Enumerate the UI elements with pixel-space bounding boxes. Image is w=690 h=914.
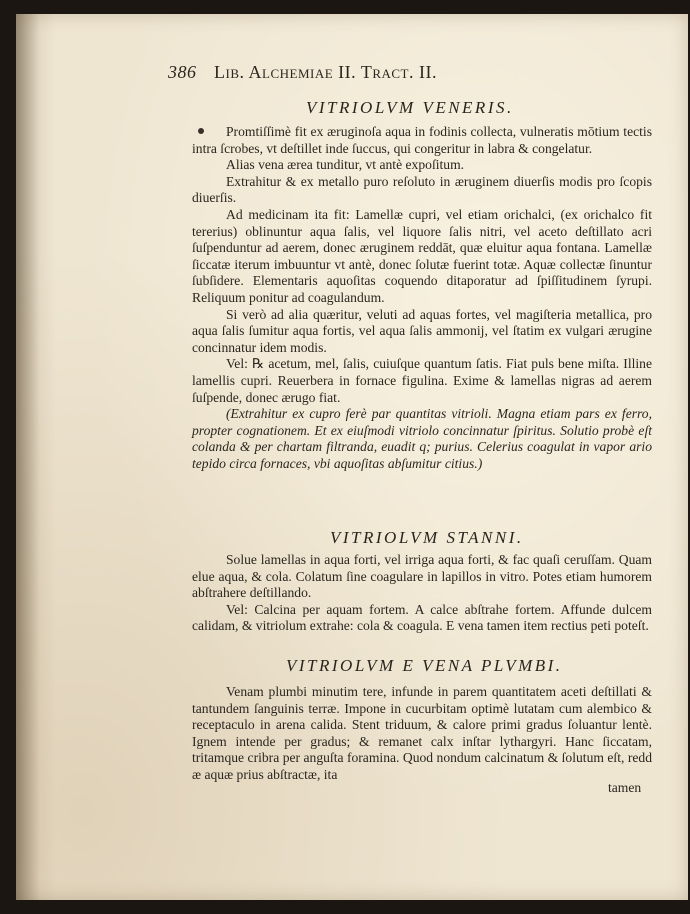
paragraph-italic-note: (Extrahitur ex cupro ferè par quantitas vitrioli. Magna etiam pars ex ferro, propter cognationem. Et ex eiuſmodi vitriolo concinnatur ſpiritus. Solutio probè eſt colanda & per chartam filtranda, euadit q; purius. Celerius coagulat in vapor ario tepido circa fornaces, vbi aquoſitas abſumitur citius.) xyxy=(192,406,652,471)
section-body-vitriolum-veneris xyxy=(192,124,652,472)
paragraph: Vel: Calcina per aquam fortem. A calce abſtrahe fortem. Affunde dulcem calidam, & vitriolum extrahe: cola & coagula. E vena tamen item rectius peti poteſt. xyxy=(192,601,652,634)
page-number: 386 xyxy=(168,62,197,82)
paragraph: Venam plumbi minutim tere, infunde in parem quantitatem aceti deſtillati & tantundem ſanguinis terræ. Impone in cucurbitam optimè lutatam cum alembico & receptaculo in arena calida. Stent triduum, & calore primi gradus ſoluantur lentè. Ignem intende per gradus; & remanet calx inſtar lythargyri. Hanc ſiccatam, tritamque cribra per anguſta foramina. Quod nondum calcinatum & ſolutum eſt, redd æ aquæ prius abſtractæ, ita xyxy=(192,684,652,782)
page-header xyxy=(168,62,568,88)
catchword: tamen xyxy=(608,780,642,795)
paragraph: Promtiſſimè fit ex æruginoſa aqua in fodinis collecta, vulneratis mōtium tectis intra ſcrobes, vt deſtillet inde ſuccus, qui congeritur in labra & congelatur. xyxy=(192,124,652,156)
running-head: Lib. Alchemiae II. Tract. II. xyxy=(214,62,437,82)
section-body-vitriolum-stanni xyxy=(192,552,652,635)
section-body-vitriolum-plumbi xyxy=(192,684,652,784)
paragraph: Ad medicinam ita fit: Lamellæ cupri, vel etiam orichalci, (ex orichalco fit tererius) oblinuntur aqua ſalis, vel liquore ſalis nitri, vel aceto deſtillato acri ſuſpenduntur ad aerem, donec æruginem reddāt, quæ eluitur aqua fontana. Lamellæ ſiccatæ iterum imbuuntur vt antè, donec ſolutæ fuerint totæ. Aquæ collectæ ſinuntur ſubſidere. Elementaris aquoſitas coquendo ditaporatur ad ſpiſſitudinem ſyrupi. Reliquum ponitur ad coagulandum. xyxy=(192,206,652,305)
paragraph: Si verò ad alia quæritur, veluti ad aquas fortes, vel magiſteria metallica, pro aqua ſalis ſumitur aqua fortis, vel aqua ſalis ammonij, vel ſtatim ex vulgari ærugine concinnatur idem modis. xyxy=(192,306,652,355)
paragraph: Extrahitur & ex metallo puro reſoluto in æruginem diuerſis modis pro ſcopis diuerſis. xyxy=(192,173,652,206)
binding-shadow xyxy=(16,14,40,900)
paragraph: Vel: ℞ acetum, mel, ſalis, cuiuſque quantum ſatis. Fiat puls bene miſta. Illine lamellis cupri. Reuerbera in fornace figulina. Exime & lamellas nigras ad aerem ſuſpende, donec ærugo fiat. xyxy=(192,356,652,405)
section-title-vitriolum-plumbi: VITRIOLVM E VENA PLVMBI. xyxy=(286,656,563,675)
section-title-vitriolum-stanni: VITRIOLVM STANNI. xyxy=(330,528,524,547)
section-title-vitriolum-veneris: VITRIOLVM VENERIS. xyxy=(306,98,514,117)
paragraph: Solue lamellas in aqua forti, vel irriga aqua forti, & fac quaſi ceruſſam. Quam elue aqua, & cola. Colatum ſine coagulare in lapillos in vitro. Potes etiam humorem abſtrahere deſtillando. xyxy=(192,552,652,601)
paragraph: Alias vena ærea tunditur, vt antè expoſitum. xyxy=(226,157,465,173)
